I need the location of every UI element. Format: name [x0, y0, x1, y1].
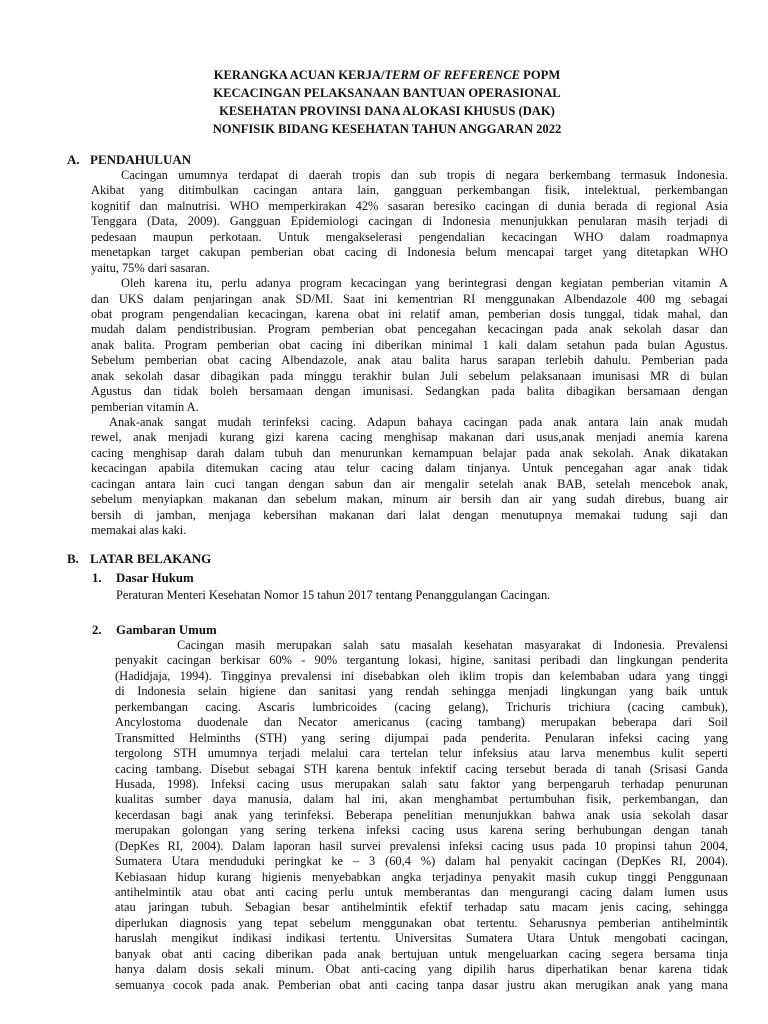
text-line: Kebiasaan hidup kurang higienis menyebabkan angka terjadinya penyakit masih cukup tinggi Penggunaan — [115, 869, 728, 884]
section-b-letter: B. — [67, 551, 79, 566]
text-line: kognitif dan malnutrisi. WHO memperkirakan 42% sasaran beresiko cacingan di dunia berada di regional Asia — [91, 198, 728, 213]
text-line: kecacingan apabila ditemukan cacing atau telur cacing dalam tinjanya. Untuk pencegahan agar anak tidak — [91, 461, 728, 476]
subsection-dasar-hukum-heading — [92, 570, 194, 586]
text-line: anak balita. Program pemberian obat cacing ini diberikan minimal 1 kali dalam setahun pada bulan Agustus. — [91, 337, 728, 352]
subsection-number: 2. — [92, 623, 102, 637]
text-line: merupakan golongan yang sering terkena infeksi cacing usus karena sering berhubungan dengan tanah — [115, 823, 728, 838]
text-line: Agustus dan tidak boleh bersamaan dengan imunisasi. Sedangkan pada balita dibagikan bersamaan dengan — [91, 384, 728, 399]
text-line: pedesaan maupun perkotaan. Untuk mengakselerasi pengendalian kecacingan WHO dalam roadmapnya — [91, 229, 728, 244]
text-line: Oleh karena itu, perlu adanya program kecacingan yang berintegrasi dengan kegiatan pemberian vitamin A — [121, 276, 728, 291]
text-line: hanya dalam dosis sekali minum. Obat anti-cacing yang dipilih harus diperhatikan benar karena tidak — [115, 962, 728, 977]
text-line: pemberian vitamin A. — [91, 399, 199, 414]
text-line: diperlukan diagnosis yang tepat sebelum menggunakan obat tertentu. Seharusnya pemberian antihelmintik — [115, 915, 728, 930]
text-line: Cacingan masih merupakan salah satu masalah kesehatan masyarakat di Indonesia. Prevalensi — [177, 638, 728, 652]
text-line: bersih di jamban, menjaga kebersihan makanan dari lalat dengan menutupnya memakai tudung saji dan — [91, 507, 728, 522]
gambaran-umum-body — [115, 638, 728, 993]
text-line: haruslah mengikut indikasi indikasi tertentu. Universitas Sumatera Utara Untuk mengobati cacingan, — [115, 931, 728, 946]
text-line: Cacingan umumnya terdapat di daerah tropis dan sub tropis di negara berkembang termasuk Indonesia. — [121, 168, 728, 182]
section-b-heading — [67, 551, 211, 567]
section-a-heading — [67, 152, 191, 168]
text-line: Tenggara (Data, 2009). Gangguan Epidemiologi cacingan di Indonesia menunjukkan penularan masih terjadi di — [91, 214, 728, 229]
section-a-title: PENDAHULUAN — [90, 152, 192, 167]
text-line: Anak-anak sangat mudah terinfeksi cacing. Adapun bahaya cacingan pada anak antara lain anak mudah — [109, 415, 728, 429]
dasar-hukum-text: Peraturan Menteri Kesehatan Nomor 15 tahun 2017 tentang Penanggulangan Cacingan. — [116, 588, 551, 602]
title-italic: TERM OF REFERENCE — [384, 68, 521, 82]
text-line: Sumatera Utara menduduki peringkat ke – 3 (60,4 %) dalam hal penyakit cacingan (DepKes RI, 2004). — [115, 854, 728, 869]
section-b-title: LATAR BELAKANG — [90, 551, 212, 566]
text-line: cacing menghisap darah dalam tubuh dan menurunkan kemampuan belajar pada anak sekolah. Anak dikatakan — [91, 445, 728, 460]
text-line: menetapkan target cakupan pemberian obat cacing di Indonesia belum mencapai target yang ditetapkan WHO — [91, 245, 728, 260]
text-line: Transmitted Helminths (STH) yang sering dijumpai pada penderita. Penularan infeksi cacing yang — [115, 730, 728, 745]
text-line: (Hadidjaja, 1994). Tingginya prevalensi ini disebabkan oleh iklim tropis dan kelembaban udara yang tinggi — [115, 668, 728, 683]
subsection-title: Gambaran Umum — [116, 623, 217, 637]
title-line-2: KECACINGAN PELAKSANAAN BANTUAN OPERASIONAL — [213, 86, 561, 100]
text-line: obat program pengendalian kecacingan, karena obat ini relatif aman, pemberian dosis tunggal, tidak mahal, dan — [91, 306, 728, 321]
title-line-4: NONFISIK BIDANG KESEHATAN TAHUN ANGGARAN 2022 — [212, 122, 562, 136]
text-line: Husada, 1998). Infeksi cacing usus merupakan salah satu faktor yang berpengaruh terhadap penurunan — [115, 776, 728, 791]
text-line: atau jaringan tubuh. Sebagian besar antihelmintik efektif terhadap satu macam jenis cacing, sehingga — [115, 900, 728, 915]
text-line: memakai alas kaki. — [91, 523, 187, 538]
text-line: kualitas sumber daya manusia, dalam hal ini, akan menghambat pertumbuhan fisik, perkembangan, dan — [115, 792, 728, 807]
text-line: (DepKes RI, 2004). Dalam laporan hasil survei prevalensi infeksi cacing usus pada 10 propinsi tahun 2004, — [115, 838, 728, 853]
text-line: tergolong STH umumnya terjadi melalui cara tertelan telur infeksius atau larva menembus kulit seperti — [115, 746, 728, 761]
text-line: Akibat yang ditimbulkan cacingan antara lain, gangguan perkembangan fisik, intelektual, perkembangan — [91, 183, 728, 198]
section-a-body — [91, 168, 728, 539]
subsection-gambaran-umum-heading — [92, 622, 217, 638]
document-title — [120, 66, 654, 138]
text-line: Ancylostoma duodenale dan Necator americanus (cacing tambang) merupakan beberapa dari Soil — [115, 715, 728, 730]
section-a-letter: A. — [67, 152, 80, 167]
text-line: banyak obat anti cacing diberikan pada anak bertujuan untuk mengeluarkan cacing segera bersama tinja — [115, 946, 728, 961]
text-line: di Indonesia selain higiene dan sanitasi yang rendah sehingga menjadi lingkungan yang baik untuk — [115, 684, 728, 699]
text-line: kecerdasan bagi anak yang terinfeksi. Beberapa penelitian menunjukkan bahwa anak usia sekolah dasar — [115, 807, 728, 822]
subsection-title: Dasar Hukum — [116, 571, 194, 585]
text-line: antihelmintik atau obat anti cacing perlu untuk memberantas dan mengurangi cacing dalam lumen usus — [115, 885, 728, 899]
title-line-3: KESEHATAN PROVINSI DANA ALOKASI KHUSUS (DAK) — [219, 104, 555, 118]
text-line: Sebelum pemberian obat cacing Albendazole, anak atau balita harus sarapan terlebih dahulu. Pemberian pada — [91, 353, 728, 368]
text-line: dan UKS dalam penjaringan anak SD/MI. Saat ini kementrian RI menggunakan Albendazole 400 mg sebagai — [91, 291, 728, 306]
text-line: penyakit cacingan berkisar 60% - 90% tergantung lokasi, higine, sanitasi peribadi dan lingkungan penderita — [115, 653, 728, 668]
text-line: cacingan antara lain cuci tangan dengan sabun dan air mengalir setelah anak BAB, setelah mencebok anak, — [91, 476, 728, 491]
text-line: rewel, anak menjadi kurang gizi karena cacing menghisap makanan dari usus,anak menjadi anemia karena — [91, 430, 728, 445]
text-line: mudah dalam pendistribusian. Program pemberian obat pencegahan kecacingan pada anak sekolah dasar dan — [91, 322, 728, 337]
text-line: cacing tambang. Disebut sebagai STH karena bentuk infektif cacing tersebut berada di tanah (Srisasi Ganda — [115, 761, 728, 776]
text-line: sebelum menyiapkan makanan dan sebelum makan, minum air bersih dan air yang sudah direbus, buang air — [91, 492, 728, 507]
text-line: yaitu, 75% dari sasaran. — [91, 260, 210, 275]
text-line: semuanya cocok pada anak. Pemberian obat anti cacing tanpa dasar justru akan merugikan anak yang mana — [115, 977, 728, 992]
title-line-1: KERANGKA ACUAN KERJA/TERM OF REFERENCE POPM — [213, 68, 561, 82]
text-line: perkembangan cacing. Ascaris lumbricoides (cacing gelang), Trichuris trichiura (cacing cambuk), — [115, 699, 728, 714]
subsection-number: 1. — [92, 571, 102, 585]
text-line: anak sekolah dasar dibagikan pada minggu terakhir bulan Juli sebelum pelaksanaan imunisasi MR di bulan — [91, 368, 728, 383]
